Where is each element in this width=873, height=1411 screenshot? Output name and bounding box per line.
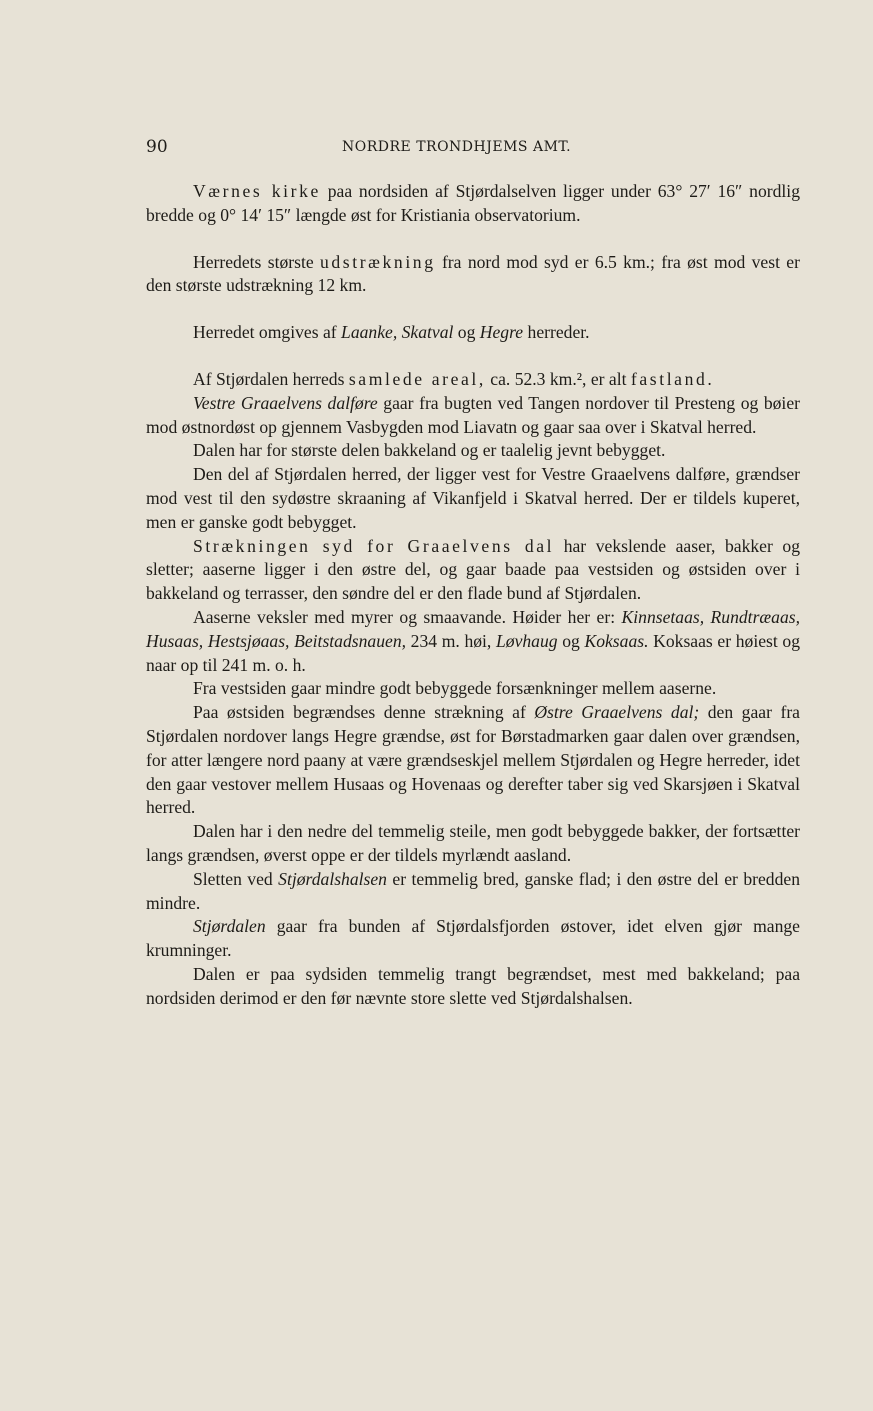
italic-term: Koksaas. xyxy=(584,630,649,651)
paragraph-vaernes-kirke xyxy=(146,180,800,228)
paragraph-text: og xyxy=(453,322,480,343)
paragraph-vest-del: Den del af Stjørdalen herred, der ligger vest for Vestre Graaelvens dalføre, grændser mod vest til den sydøstre skraaning af Vikanfjeld i Skatval herred. Der er tildels kuperet, men er ganske godt bebygget. xyxy=(146,464,800,532)
paragraph-text: Herredet omgives af xyxy=(193,322,342,343)
spaced-term: Værnes kirke xyxy=(193,181,321,201)
paragraph-sletten xyxy=(146,868,800,916)
paragraph-text: Paa østsiden begrændses denne strækning af xyxy=(193,702,535,723)
paragraph-stjordalen xyxy=(146,915,800,963)
paragraph-text: Af Stjørdalen herreds xyxy=(193,368,349,389)
italic-term: Vestre Graaelvens dalføre xyxy=(193,392,378,413)
italic-term: Stjørdalen xyxy=(193,916,266,937)
paragraph-sydsiden: Dalen er paa sydsiden temmelig trangt begrændset, mest med bakkeland; paa nordsiden derimod er den før nævnte store slette ved Stjørdalshalsen. xyxy=(146,963,800,1008)
paragraph-vestsiden: Fra vestsiden gaar mindre godt bebyggede forsænkninger mellem aaserne. xyxy=(193,678,717,699)
page-header xyxy=(146,137,800,159)
italic-term: Kinnsetaas, Rundtræaas, Husaas, Hestsjøaas, Beitstadsnauen, xyxy=(146,606,800,651)
body-text xyxy=(146,180,800,1011)
paragraph-vestre-graaelv xyxy=(146,392,800,440)
paragraph-grænser xyxy=(146,321,800,345)
paragraph-text: Koksaas er høiest og naar op til 241 m. o. h. xyxy=(146,630,801,675)
paragraph-bakkeland: Dalen har for største delen bakkeland og er taalelig jevnt bebygget. xyxy=(193,440,666,461)
paragraph-text: gaar fra bugten ved Tangen nordover til Presteng og bøier mod østnordøst op gjennem Vasbygden mod Liavatn og gaar saa over i Skatval herred. xyxy=(146,392,800,437)
paragraph-text: paa nordsiden af Stjørdalselven ligger under 63° 27′ 16″ nordlig bredde og 0° 14′ 15″ længde øst for Kristiania observatorium. xyxy=(146,181,800,225)
paragraph-udstraekning xyxy=(146,251,800,299)
paragraph-text: Herredets største xyxy=(193,251,320,272)
paragraph-ostsiden xyxy=(146,701,800,820)
italic-term: Hegre xyxy=(479,322,524,343)
paragraph-text: herreder. xyxy=(523,322,590,343)
paragraph-text: gaar fra bunden af Stjørdalsfjorden østover, idet elven gjør mange krumninger. xyxy=(146,916,800,961)
running-title: NORDRE TRONDHJEMS AMT. xyxy=(342,139,572,155)
paragraph-text: fra nord mod syd er 6.5 km.; fra øst mod vest er den største udstrækning 12 km. xyxy=(146,251,800,296)
paragraph-aaserne xyxy=(146,606,800,677)
spaced-term: samlede areal, xyxy=(348,368,486,389)
page-number: 90 xyxy=(146,137,168,157)
italic-term: Laanke, Skatval xyxy=(341,322,454,343)
paragraph-text: har vekslende aaser, bakker og sletter; aaserne ligger i den østre del, og gaar baade paa vestsiden og østsiden over i bakkeland og terrasser, den søndre del er den flade bund af Stjørdalen. xyxy=(146,535,800,604)
italic-term: Løvhaug xyxy=(495,630,558,651)
italic-term: Stjørdalshalsen xyxy=(278,868,387,889)
paragraph-straekningen-syd xyxy=(146,535,800,606)
italic-term: Østre Graaelvens dal; xyxy=(534,702,700,723)
paragraph-text: den gaar fra Stjørdalen nordover langs Hegre grændse, øst for Børstadmarken gaar dalen over grændsen, for atter længere nord paany at være grændseskjel mellem Stjørdalen og Hegre herreder, idet den gaar vestover mellem Husaas og Hovenaas og derefter taber sig ved Skarsjøen i Skatval herred. xyxy=(146,702,800,818)
spaced-term: udstrækning xyxy=(320,251,436,272)
paragraph-text: Aaserne veksler med myrer og smaavande. Høider her er: xyxy=(193,606,622,627)
paragraph-text: Sletten ved xyxy=(193,868,279,889)
paragraph-nedre-del: Dalen har i den nedre del temmelig steile, men godt bebyggede bakker, der fortsætter langs grændsen, øverst oppe er der tildels myrlændt aasland. xyxy=(146,821,800,865)
paragraph-text: 234 m. høi, xyxy=(406,630,496,651)
paragraph-text: og xyxy=(557,630,585,651)
spaced-term: Strækningen syd for Graaelvens dal xyxy=(193,535,555,556)
paragraph-areal xyxy=(146,368,800,392)
paragraph-text: ca. 52.3 km.², er alt xyxy=(485,368,631,389)
paragraph-text: er temmelig bred, ganske flad; i den østre del er bredden mindre. xyxy=(146,868,800,913)
spaced-term: fastland. xyxy=(630,368,715,389)
